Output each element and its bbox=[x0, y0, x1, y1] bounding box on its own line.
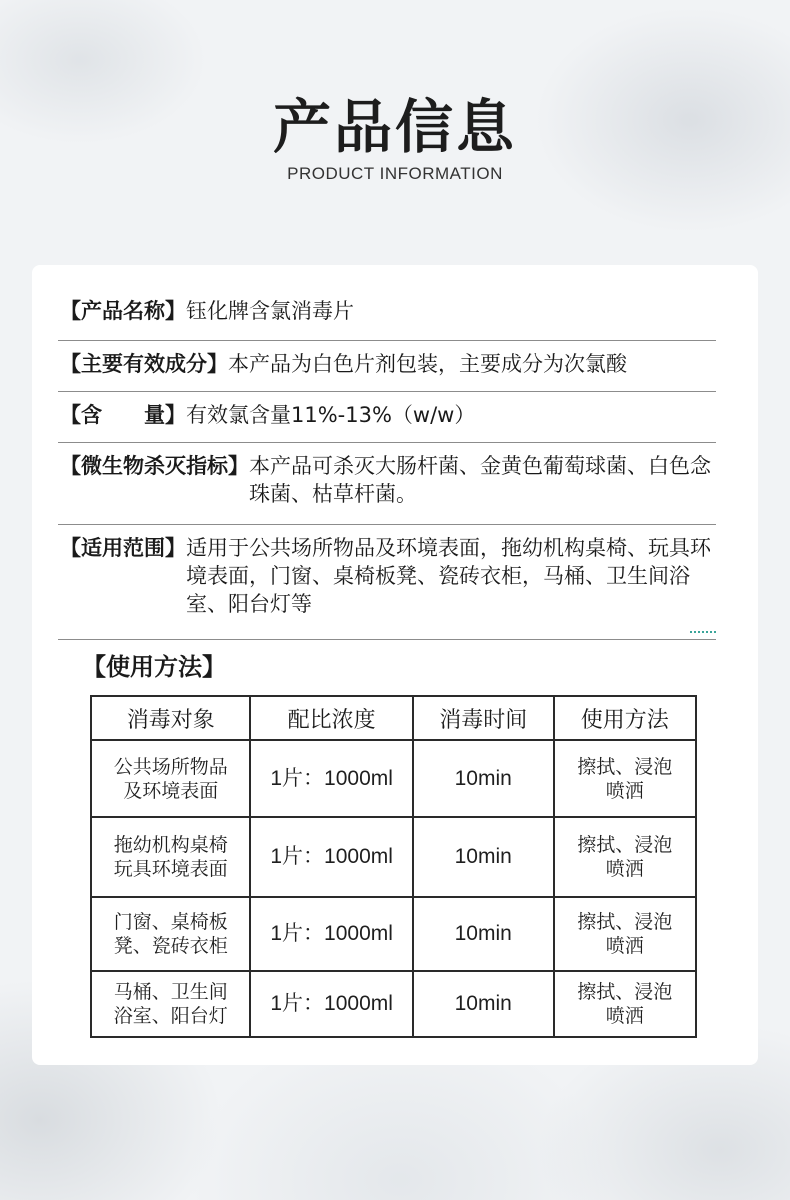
time-cell: 10min bbox=[413, 740, 554, 817]
info-row-microbe bbox=[58, 443, 716, 525]
object-cell: 马桶、卫生间 浴室、阳台灯 bbox=[91, 971, 250, 1037]
object-cell: 门窗、桌椅板 凳、瓷砖衣柜 bbox=[91, 897, 250, 971]
info-row-ingredient bbox=[58, 341, 716, 392]
table-row bbox=[91, 740, 696, 817]
method-cell: 擦拭、浸泡 喷洒 bbox=[554, 740, 697, 817]
object-cell: 拖幼机构桌椅 玩具环境表面 bbox=[91, 817, 250, 897]
page-title: 产品信息 bbox=[272, 93, 517, 161]
column-header: 使用方法 bbox=[554, 696, 697, 740]
product-info-list bbox=[58, 288, 716, 640]
info-value: 适用于公共场所物品及环境表面，拖幼机构桌椅、玩具环境表面，门窗、桌椅板凳、瓷砖衣柜，马桶、卫生间浴室、阳台灯等 bbox=[186, 536, 711, 616]
table-header-row bbox=[91, 696, 696, 740]
info-label: 【产品名称】 bbox=[60, 299, 186, 323]
info-value: 本产品为白色片剂包装，主要成分为次氯酸 bbox=[228, 352, 627, 376]
info-row-product-name bbox=[58, 288, 716, 341]
info-label: 【适用范围】 bbox=[60, 536, 186, 560]
time-cell: 10min bbox=[413, 897, 554, 971]
info-row-scope bbox=[58, 525, 716, 640]
info-label: 【微生物杀灭指标】 bbox=[60, 454, 249, 478]
ratio-cell: 1片：1000ml bbox=[250, 897, 413, 971]
table-row bbox=[91, 971, 696, 1037]
object-cell: 公共场所物品 及环境表面 bbox=[91, 740, 250, 817]
ratio-cell: 1片：1000ml bbox=[250, 740, 413, 817]
ratio-cell: 1片：1000ml bbox=[250, 971, 413, 1037]
table-row bbox=[91, 897, 696, 971]
usage-section-title: 【使用方法】 bbox=[82, 653, 226, 681]
usage-table bbox=[90, 695, 697, 1038]
method-cell: 擦拭、浸泡 喷洒 bbox=[554, 971, 697, 1037]
column-header: 消毒时间 bbox=[413, 696, 554, 740]
time-cell: 10min bbox=[413, 971, 554, 1037]
page-header bbox=[0, 92, 790, 184]
column-header: 配比浓度 bbox=[250, 696, 413, 740]
time-cell: 10min bbox=[413, 817, 554, 897]
column-header: 消毒对象 bbox=[91, 696, 250, 740]
info-label: 【主要有效成分】 bbox=[60, 352, 228, 376]
info-value: 本产品可杀灭大肠杆菌、金黄色葡萄球菌、白色念珠菌、枯草杆菌。 bbox=[249, 454, 711, 506]
info-value: 钰化牌含氯消毒片 bbox=[186, 299, 354, 323]
table-row bbox=[91, 817, 696, 897]
decorative-divider bbox=[690, 631, 718, 633]
ratio-cell: 1片：1000ml bbox=[250, 817, 413, 897]
info-row-content bbox=[58, 392, 716, 443]
info-value: 有效氯含量11%-13%（w/w） bbox=[186, 403, 476, 427]
page-subtitle: PRODUCT INFORMATION bbox=[287, 164, 503, 183]
info-label: 【含 量】 bbox=[60, 403, 186, 427]
method-cell: 擦拭、浸泡 喷洒 bbox=[554, 817, 697, 897]
method-cell: 擦拭、浸泡 喷洒 bbox=[554, 897, 697, 971]
